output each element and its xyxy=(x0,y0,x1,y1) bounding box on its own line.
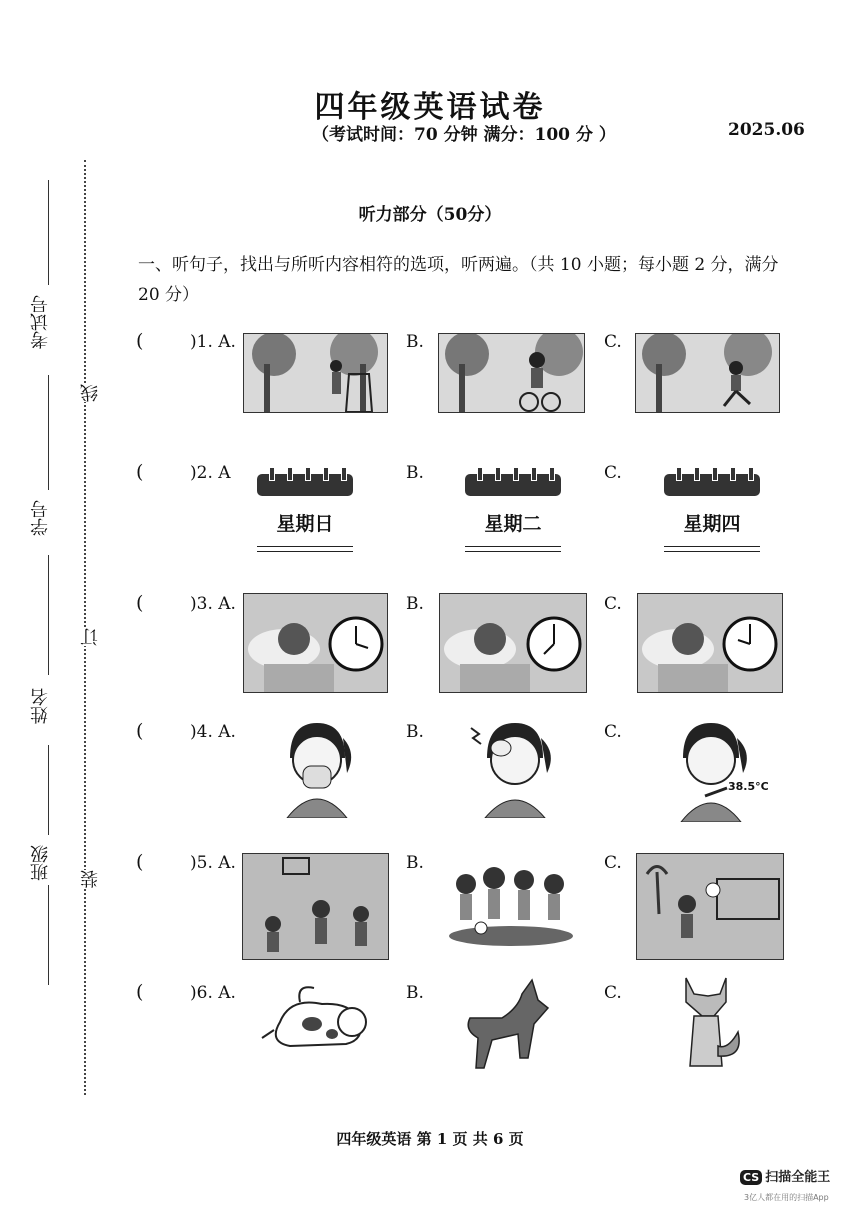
girl-headache-image xyxy=(465,718,560,818)
label-student-no: 学号 xyxy=(30,500,51,536)
binding-char-xian: 线 xyxy=(78,384,104,402)
option-c-label: C. xyxy=(604,853,622,873)
park-girl-painting-image xyxy=(243,333,388,413)
answer-paren: ( xyxy=(136,851,144,873)
girl-fever-image xyxy=(665,718,765,822)
dog-image xyxy=(260,982,374,1056)
girl-sneezing-image xyxy=(275,718,360,818)
fill-line-bottom xyxy=(48,885,49,985)
answer-paren: ( xyxy=(136,592,144,614)
fill-line-name xyxy=(48,555,49,675)
day-label: 星期日 xyxy=(276,513,334,535)
fill-line-student-no xyxy=(48,375,49,490)
answer-paren: ( xyxy=(136,720,144,742)
scanner-tagline: 3亿人都在用的扫描App xyxy=(744,1193,829,1202)
fox-image xyxy=(672,976,744,1076)
day-label: 星期二 xyxy=(484,513,542,535)
question-label: )5. A. xyxy=(190,853,236,873)
label-class: 班级 xyxy=(30,845,51,881)
binding-char-ding: 订 xyxy=(78,628,104,646)
answer-paren: ( xyxy=(136,330,144,352)
question-label: )1. A. xyxy=(190,332,236,352)
question-label: )4. A. xyxy=(190,722,236,742)
option-b-label: B. xyxy=(406,332,424,352)
option-c-label: C. xyxy=(604,722,622,742)
calendar-thursday xyxy=(664,474,760,552)
label-exam-no: 考试号 xyxy=(30,295,51,349)
exam-info: （考试时间：70 分钟 满分：100 分 ） xyxy=(312,125,616,145)
page-footer: 四年级英语 第 1 页 共 6 页 xyxy=(336,1130,524,1148)
wolf-image xyxy=(462,978,558,1074)
park-boy-cycling-image xyxy=(438,333,585,413)
exam-date: 2025.06 xyxy=(728,120,805,140)
scanner-name: 扫描全能王 xyxy=(765,1170,831,1185)
option-b-label: B. xyxy=(406,722,424,742)
scanner-watermark xyxy=(740,1166,830,1185)
sleeping-girl-clock-image xyxy=(439,593,587,693)
kids-basketball-image xyxy=(242,853,389,960)
kids-football-image xyxy=(446,862,576,946)
option-c-label: C. xyxy=(604,983,622,1003)
fill-line-exam-no xyxy=(48,180,49,285)
answer-paren: ( xyxy=(136,461,144,483)
page-title: 四年级英语试卷 xyxy=(314,90,546,125)
question-label: )6. A. xyxy=(190,983,236,1003)
temperature-label: 38.5°C xyxy=(728,780,769,793)
calendar-tuesday xyxy=(465,474,561,552)
label-name: 姓名 xyxy=(30,688,51,724)
binding-char-zhuang: 装 xyxy=(78,870,104,888)
option-b-label: B. xyxy=(406,983,424,1003)
scanner-logo: CS xyxy=(740,1170,762,1185)
option-b-label: B. xyxy=(406,853,424,873)
option-b-label: B. xyxy=(406,463,424,483)
option-b-label: B. xyxy=(406,594,424,614)
park-girl-running-image xyxy=(635,333,780,413)
question-label: )3. A. xyxy=(190,594,236,614)
option-c-label: C. xyxy=(604,463,622,483)
option-c-label: C. xyxy=(604,332,622,352)
section-title: 听力部分（50分） xyxy=(358,205,502,225)
answer-paren: ( xyxy=(136,981,144,1003)
sleeping-girl-clock-image xyxy=(243,593,388,693)
day-label: 星期四 xyxy=(683,513,741,535)
calendar-sunday xyxy=(257,474,353,552)
sleeping-girl-clock-image xyxy=(637,593,783,693)
instruction-text: 一、听句子，找出与所听内容相符的选项，听两遍。（共 10 小题；每小题 2 分，满分 20 分） xyxy=(138,255,779,305)
question-label: )2. A xyxy=(190,463,231,483)
kids-volleyball-image xyxy=(636,853,784,960)
fill-line-class xyxy=(48,745,49,835)
option-c-label: C. xyxy=(604,594,622,614)
